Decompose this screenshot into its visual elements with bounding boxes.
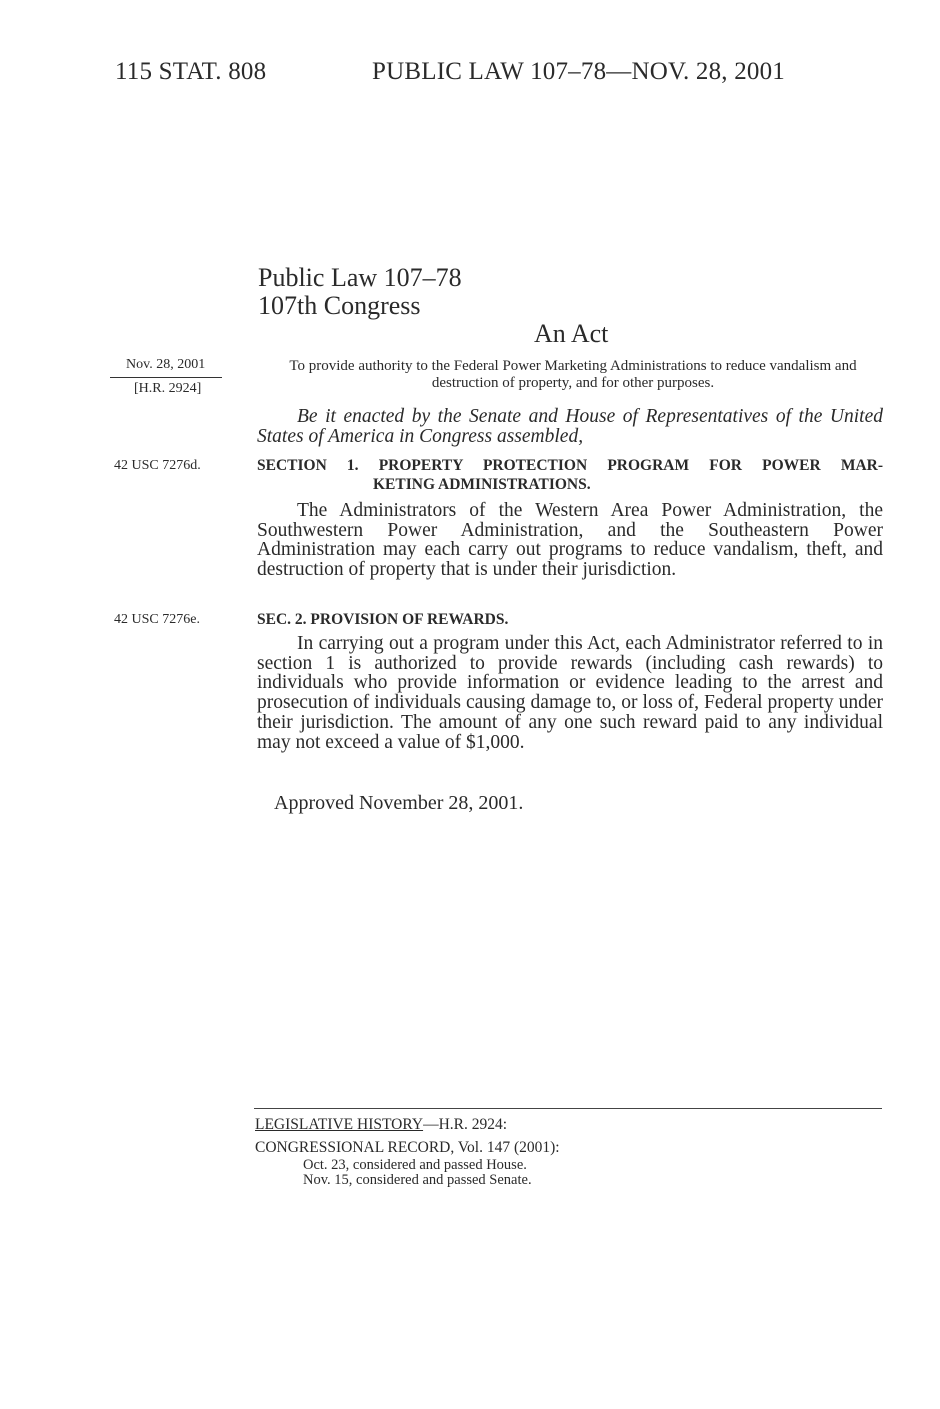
act-purpose: To provide authority to the Federal Power Marketing Administrations to reduce vandalism and destruction of property, and for other purposes. [289, 358, 857, 391]
margin-date: Nov. 28, 2001 [126, 357, 206, 372]
margin-citation-section-2: 42 USC 7276e. [114, 612, 200, 627]
section-1-heading-line-2: KETING ADMINISTRATIONS. [373, 476, 591, 493]
law-number: Public Law 107–78 [258, 263, 462, 292]
section-1-body: The Administrators of the Western Area Power Administration, the Southwestern Power Administration, and the Southeastern Power Administration may each carry out programs to reduce vandalism, theft, and destruction of property that is under their jurisdiction. [257, 500, 883, 581]
footer-rule [254, 1108, 882, 1109]
page-reference: 115 STAT. 808 [115, 58, 267, 85]
legislative-history-heading [255, 1117, 507, 1134]
section-1-heading [257, 456, 883, 494]
running-title: PUBLIC LAW 107–78—NOV. 28, 2001 [372, 58, 786, 85]
legislative-history-title: LEGISLATIVE HISTORY [255, 1116, 424, 1133]
margin-bill-number: [H.R. 2924] [134, 381, 202, 396]
margin-citation-section-1: 42 USC 7276d. [114, 458, 201, 473]
enacting-clause: Be it enacted by the Senate and House of Representatives of the United States of America in Congress assembled, [257, 406, 883, 447]
margin-divider [110, 377, 222, 378]
section-2-body: In carrying out a program under this Act, each Administrator referred to in section 1 is authorized to provide rewards (including cash rewards) to individuals who provide information or evidence leading to the arrest and prosecution of individuals causing damage to, or loss of, Federal property under their jurisdiction. The amount of any one such reward paid to any individual may not exceed a value of $1,000. [257, 633, 883, 753]
congress-label: 107th Congress [258, 291, 421, 320]
congressional-record-label: CONGRESSIONAL RECORD, Vol. 147 (2001): [255, 1139, 560, 1156]
legislative-history-bill: —H.R. 2924: [423, 1116, 508, 1133]
section-1-heading-line-1: SECTION 1. PROPERTY PROTECTION PROGRAM FOR POWER MAR- [257, 457, 883, 474]
history-entry-senate: Nov. 15, considered and passed Senate. [303, 1172, 532, 1188]
approval-date: Approved November 28, 2001. [274, 792, 524, 814]
act-label: An Act [534, 319, 609, 348]
section-2-heading: SEC. 2. PROVISION OF REWARDS. [257, 611, 509, 628]
history-entry-house: Oct. 23, considered and passed House. [303, 1157, 527, 1173]
